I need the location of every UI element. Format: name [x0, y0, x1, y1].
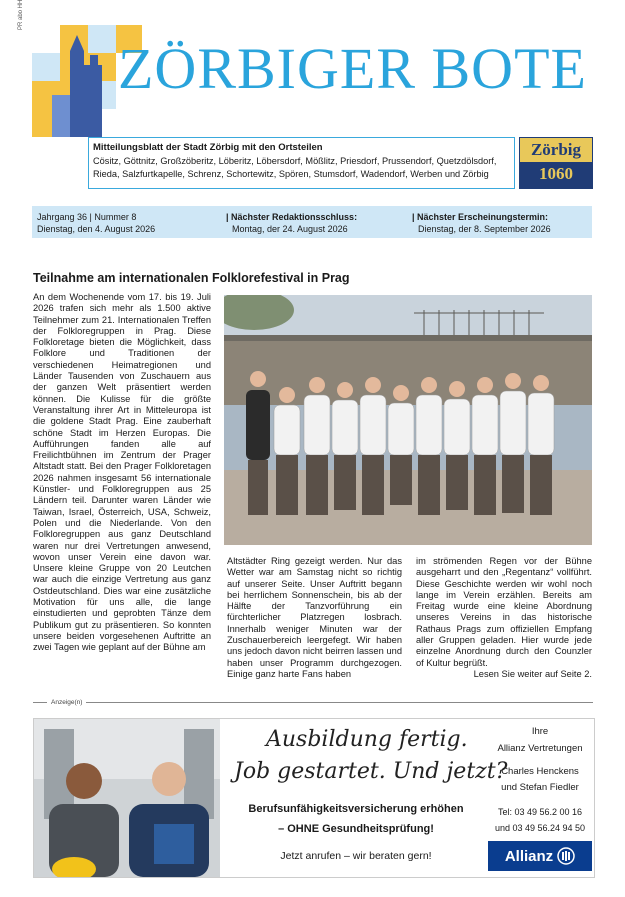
article-column-right-text: im strömenden Regen vor der Bühne ausgeharrt und den „Regentanz“ vollführt. Diese Geschichte werden wir wohl noch lange im Verein erzählen. Bereits am Freitag wurde eine kleine Abordnung unseres Vereins in das historische Rathaus Prags zum offiziellen Empfang aller Gruppen geladen. Hier wurde jede einzelne Anordnung durch den Counzler of Kultur begrüßt. — [416, 556, 592, 668]
article-column-middle: Altstädter Ring gezeigt werden. Nur das Wetter war am Samstag nicht so richtig auf unserer Seite. Unser Auftritt begann bei herrlichem Sonnenschein, bis ab der Hälfte der Tanzvorführung ein fürchterlicher Platzregen losbrach. Innerhalb weniger Minuten war der Zuschauerbereich leergefegt. Wir haben uns jedoch davon nicht beirren lassen und haben unser Programm durchgezogen. Einige ganz harte Fans haben — [227, 556, 402, 679]
ad-call-to-action: Jetzt anrufen – wir beraten gern! — [280, 850, 432, 862]
vertical-code: PR abo HH — [18, 0, 24, 30]
badge-year: 1060 — [539, 164, 573, 183]
districts-line-2: Rieda, Salzfurtkapelle, Schrenz, Schortewitz, Spören, Stumsdorf, Wadendorf, Werben und Zörbig — [93, 169, 489, 179]
deadline-label: | Nächster Redaktionsschluss: — [226, 212, 358, 222]
zoerbig-1060-badge — [519, 137, 593, 189]
article-column-right — [416, 556, 592, 680]
newspaper-title: ZÖRBIGER BOTE — [118, 36, 587, 101]
issue-number: Jahrgang 36 | Nummer 8 — [37, 212, 137, 222]
phone-number-2[interactable]: und 03 49 56.24 94 50 — [494, 823, 586, 833]
allianz-advertisement[interactable] — [33, 718, 595, 878]
ad-headline-1: Berufsunfähigkeitsversicherung erhöhen — [248, 803, 464, 815]
ad-divider-left — [33, 702, 47, 703]
next-issue-label: | Nächster Erscheinungstermin: — [412, 212, 549, 222]
issue-date: Dienstag, den 4. August 2026 — [37, 224, 156, 234]
issue-info-bar — [32, 206, 592, 238]
badge-town: Zörbig — [520, 138, 592, 162]
ad-label: Anzeige(n) — [51, 699, 83, 706]
phone-number-1[interactable]: Tel: 03 49 56.2 00 16 — [497, 807, 583, 817]
contact-intro-1: Ihre — [531, 726, 549, 737]
agent-name-1: Charles Henckens — [501, 766, 579, 777]
ad-script-line-2: Job gestartet. Und jetzt? — [234, 759, 508, 784]
subtitle-box — [88, 137, 515, 189]
contact-intro-2: Allianz Vertretungen — [497, 743, 583, 754]
ad-script-line-1: Ausbildung fertig. — [266, 727, 468, 752]
group-photo — [224, 295, 592, 545]
subtitle: Mitteilungsblatt der Stadt Zörbig mit den Ortsteilen — [93, 142, 323, 153]
deadline-date: Montag, der 24. August 2026 — [232, 224, 348, 234]
article-column-left: An dem Wochenende vom 17. bis 19. Juli 2026 trafen sich mehr als 1.500 aktive Teilnehmer zum 21. Internationalen Treffen der Folkloregruppen in Prag. Diese Folkloretage bieten die Möglichkeit, dass Folklore und Traditionen der verschiedenen Heimatregionen und Länder Tausenden von Zuschauern aus der ganzen Welt präsentiert werden können. Die Kulisse für die größte Veranstaltung ihrer Art in Mitteleuropa ist die goldene Stadt Prag. Eine zauberhaft schöne Stadt im Herzen Europas. Die Aufführungen fanden alle auf Freilichtbühnen im Zentrum der Prager Altstadt statt. Bei den Prager Folkloretagen 2026 nahmen insgesamt 56 internationale Künstler- und Folkloregruppen aus 25 Ländern teil. Darunter waren Länder wie Taiwan, Israel, Österreich, USA, Schweiz, Polen und die Niederlande. Von den Folkloregruppen aus ganz Deutschland waren nur drei Vertretungen anwesend, wovon unser Verein eine davon war. Unsere kleine Gruppe von 20 Leutchen war auch die einzige Vertretung aus ganz Ostdeutschland. Dies war eine zusätzliche Motivation für uns alle, die lange einstudierten und geprobten Tänze dem Publikum gut zu präsentieren. So konnten unsere beiden vorgesehenen Auftritte an zwei Tagen wie geplant auf der Bühne am — [33, 292, 211, 653]
contact-block — [486, 719, 594, 835]
continue-reading-link[interactable]: Lesen Sie weiter auf Seite 2. — [473, 668, 592, 679]
ad-label-row — [33, 699, 593, 706]
allianz-eagle-icon — [557, 847, 575, 865]
districts-line-1: Cösitz, Göttnitz, Großzöberitz, Löberitz, Löbersdorf, Mößlitz, Priesdorf, Prussendorf, Quetzdölsdorf, — [93, 156, 497, 166]
agent-name-2: und Stefan Fiedler — [501, 782, 579, 793]
allianz-logo — [488, 841, 592, 871]
ad-headline-2: – OHNE Gesundheitsprüfung! — [278, 823, 434, 835]
allianz-brand-name: Allianz — [504, 847, 554, 865]
article-headline: Teilnahme am internationalen Folklorefestival in Prag — [33, 271, 350, 285]
ad-divider-right — [86, 702, 593, 703]
ad-photo-two-men — [34, 719, 220, 877]
next-issue-date: Dienstag, der 8. September 2026 — [418, 224, 551, 234]
